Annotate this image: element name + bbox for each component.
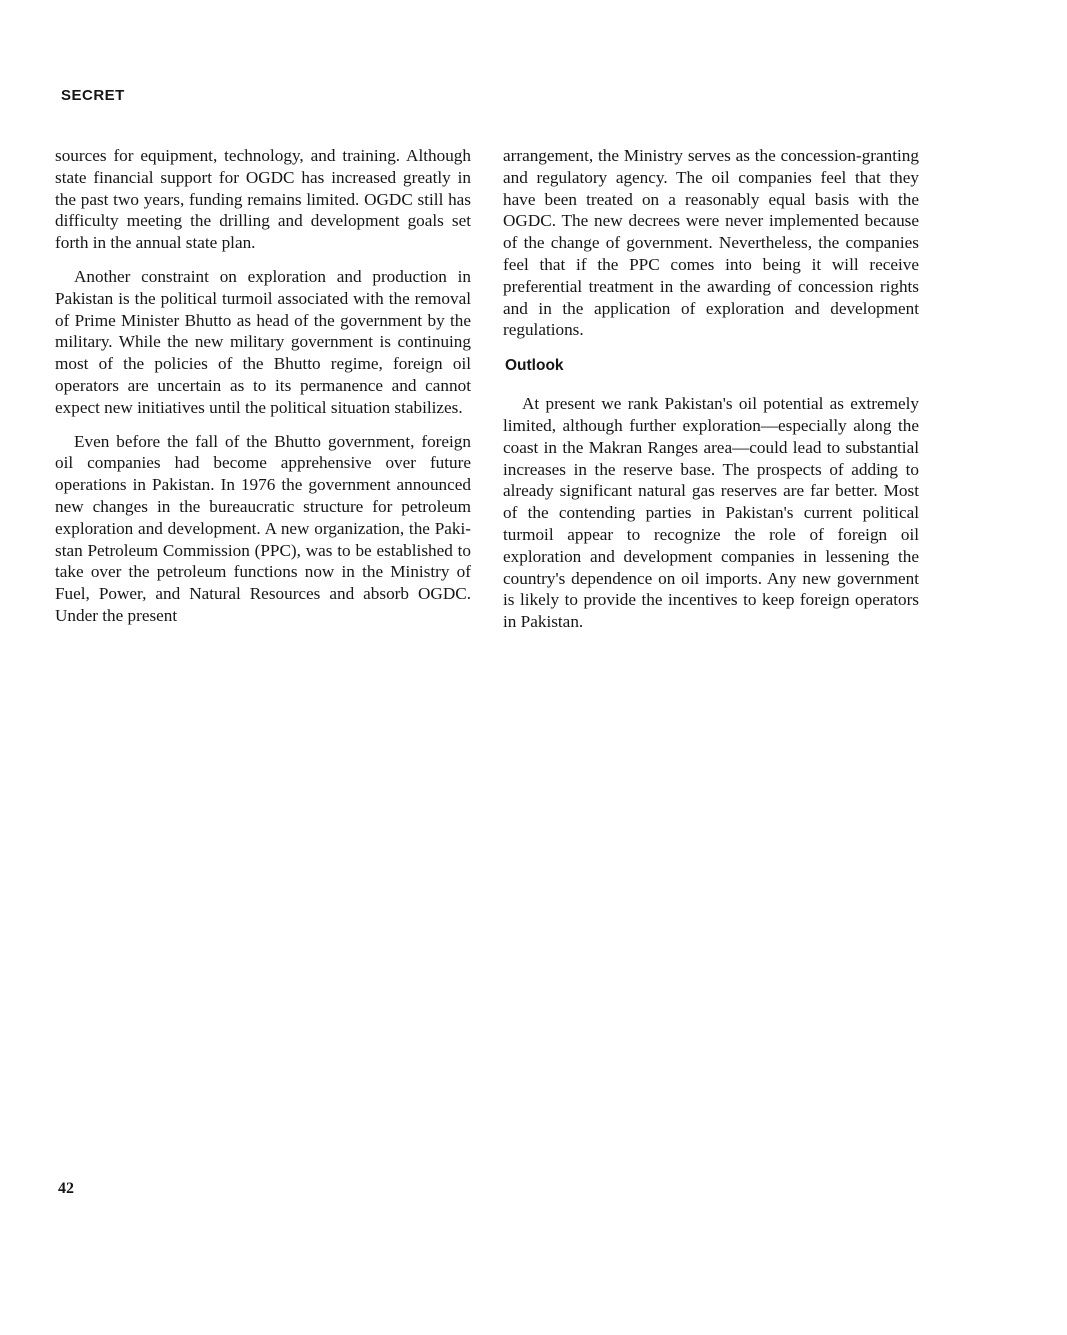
left-column [55,145,471,639]
page-number: 42 [58,1180,74,1197]
body-paragraph: At present we rank Pakistan's oil potential as extremely limited, although further exploration—especially along the coast in the Makran Ranges area—could lead to substantial increases in the reserve base. The prospects of adding to already significant natural gas reserves are far better. Most of the contending parties in Pakistan's current political turmoil appear to recognize the role of foreign oil exploration and development companies in lessening the country's dependence on oil imports. Any new government is likely to provide the incentives to keep foreign operators in Pakistan. [503,394,919,632]
classification-marking: SECRET [61,87,125,104]
body-paragraph: sources for equipment, technology, and training. Although state financial support for OGDC has increased greatly in the past two years, funding remains limited. OGDC still has difficulty meeting the drilling and development goals set forth in the annual state plan. [55,146,471,253]
section-heading-outlook: Outlook [505,357,564,375]
right-column [503,145,919,645]
body-paragraph: arrangement, the Ministry serves as the concession-granting and regulatory agency. The oil companies feel that they have been treated on a reasonably equal basis with the OGDC. The new decrees were never implemented because of the change of government. Nevertheless, the companies feel that if the PPC comes into being it will receive preferential treatment in the awarding of concession rights and in the application of exploration and development regulations. [503,146,919,340]
body-paragraph: Another constraint on exploration and production in Pakistan is the political turmoil associated with the removal of Prime Minister Bhutto as head of the government by the military. While the new military government is continuing most of the policies of the Bhutto regime, foreign oil operators are uncertain as to its permanence and cannot expect new initiatives until the political situation stabilizes. [55,266,471,417]
body-paragraph: Even before the fall of the Bhutto government, foreign oil companies had become apprehensive over future operations in Pakistan. In 1976 the government announced new changes in the bureaucratic structure for petroleum exploration and development. A new organization, the Pakistan Petroleum Commission (PPC), was to be established to take over the petroleum functions now in the Ministry of Fuel, Power, and Natural Resources and absorb OGDC. Under the present [55,431,471,625]
